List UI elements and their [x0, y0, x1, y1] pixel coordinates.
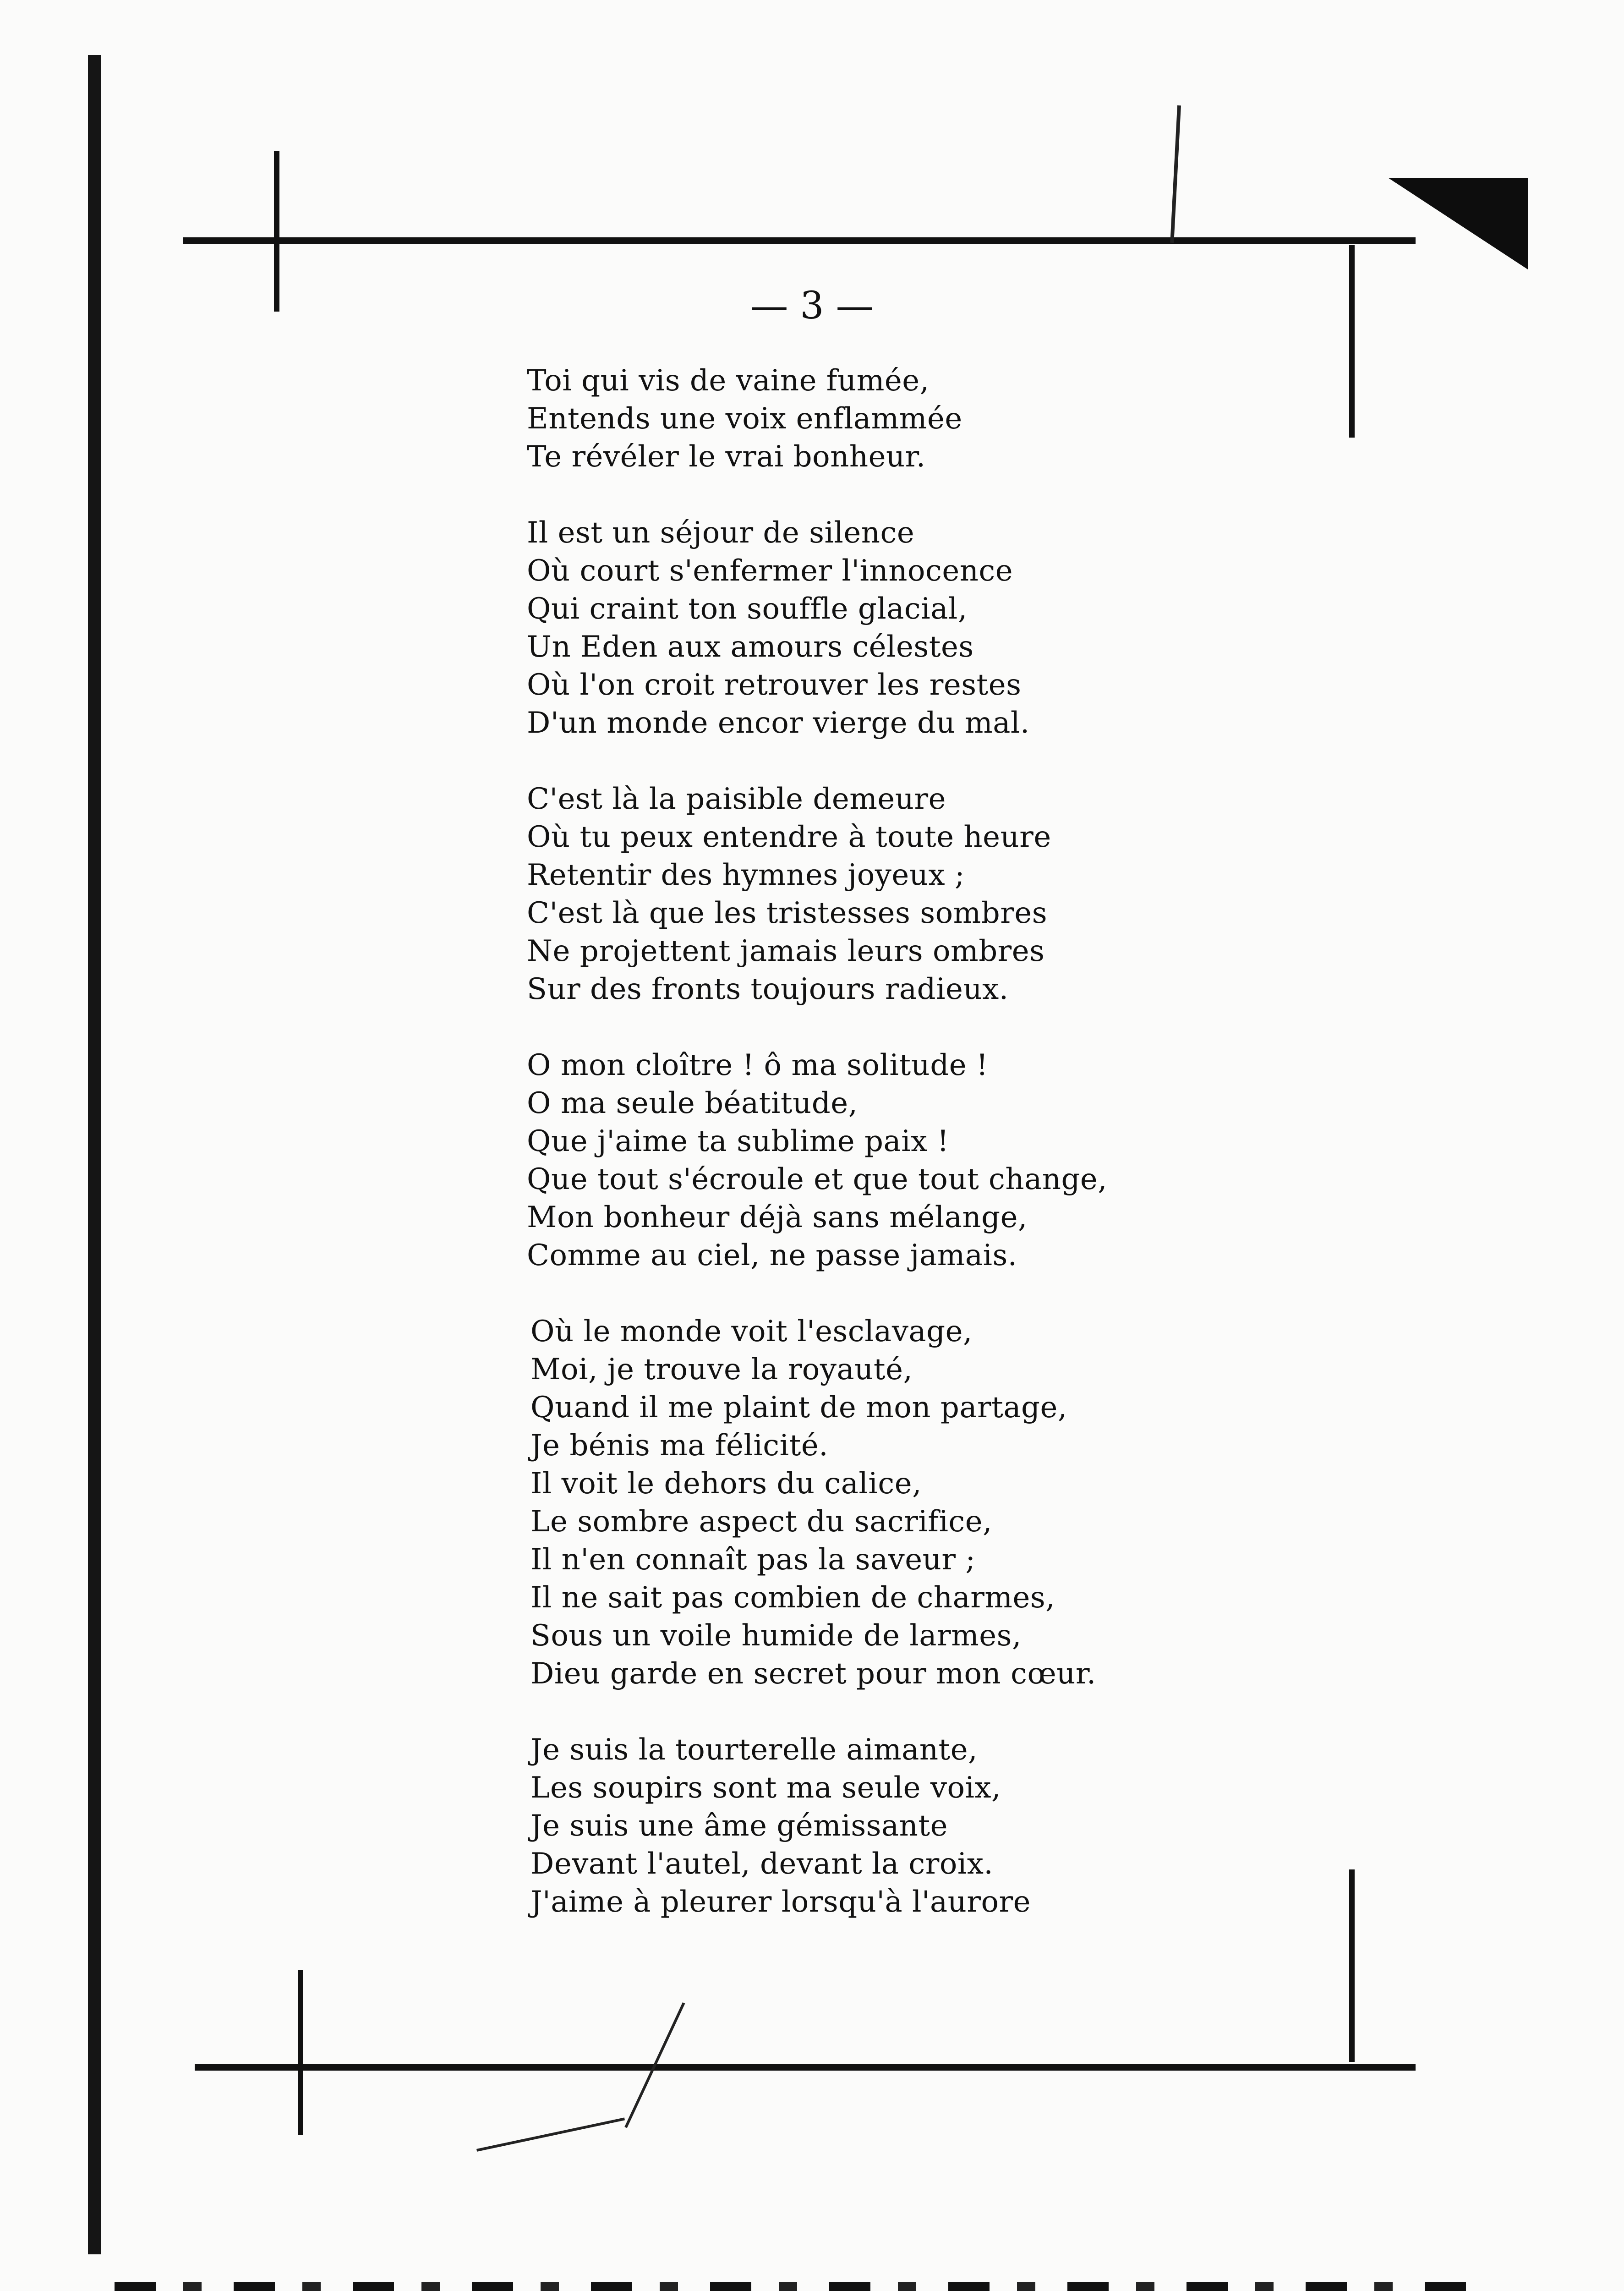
verse-line: Que tout s'écroule et que tout change, [527, 1162, 1108, 1196]
verse-line: Où tu peux entendre à toute heure [527, 820, 1051, 854]
poem-text [527, 362, 1397, 1921]
verse-line: Il ne sait pas combien de charmes, [530, 1581, 1055, 1615]
verse-line: Je suis une âme gémissante [530, 1809, 948, 1843]
folded-corner [1388, 178, 1528, 269]
verse-line: Un Eden aux amours célestes [527, 630, 974, 664]
verse-line: Je suis la tourterelle aimante, [530, 1733, 978, 1767]
verse-line: Qui craint ton souffle glacial, [527, 592, 968, 626]
verse-line: Où l'on croit retrouver les restes [527, 668, 1022, 702]
stanza [527, 780, 1397, 1008]
ink-scratch [1170, 105, 1181, 243]
bottom-left-border-tick [298, 1970, 303, 2135]
verse-line: Comme au ciel, ne passe jamais. [527, 1239, 1017, 1272]
ink-scratch [476, 2117, 625, 2151]
verse-line: D'un monde encor vierge du mal. [527, 706, 1030, 740]
verse-line: Le sombre aspect du sacrifice, [530, 1505, 992, 1539]
verse-line: Où court s'enfermer l'innocence [527, 554, 1013, 588]
verse-line: Ne projettent jamais leurs ombres [527, 934, 1045, 968]
bottom-border-rule [195, 2064, 1416, 2071]
verse-line: Toi qui vis de vaine fumée, [527, 364, 930, 398]
stanza [527, 362, 1397, 476]
page-edge-shadow [88, 55, 101, 2254]
verse-line: C'est là la paisible demeure [527, 782, 946, 816]
verse-line: Dieu garde en secret pour mon cœur. [530, 1657, 1096, 1691]
verse-line: O mon cloître ! ô ma solitude ! [527, 1048, 989, 1082]
verse-line: Il n'en connaît pas la saveur ; [530, 1543, 976, 1577]
verse-line: Sous un voile humide de larmes, [530, 1619, 1022, 1653]
stanza [527, 514, 1397, 742]
verse-line: J'aime à pleurer lorsqu'à l'aurore [530, 1885, 1031, 1919]
verse-line: Te révéler le vrai bonheur. [527, 440, 926, 474]
verse-line: Je bénis ma félicité. [530, 1429, 829, 1463]
scan-bottom-artifact [115, 2282, 1466, 2291]
page-number: — 3 — [750, 284, 874, 328]
verse-line: Il est un séjour de silence [527, 516, 915, 550]
verse-line: C'est là que les tristesses sombres [527, 896, 1048, 930]
top-border-rule [183, 237, 1416, 244]
stanza [527, 1047, 1397, 1275]
verse-line: Où le monde voit l'esclavage, [530, 1315, 973, 1348]
verse-line: O ma seule béatitude, [527, 1086, 858, 1120]
verse-line: Quand il me plaint de mon partage, [530, 1391, 1067, 1425]
verse-line: Moi, je trouve la royauté, [530, 1353, 913, 1387]
verse-line: Il voit le dehors du calice, [530, 1467, 922, 1501]
verse-line: Retentir des hymnes joyeux ; [527, 858, 965, 892]
verse-line: Mon bonheur déjà sans mélange, [527, 1200, 1028, 1234]
verse-line: Entends une voix enflammée [527, 402, 962, 436]
verse-line: Sur des fronts toujours radieux. [527, 972, 1009, 1006]
stanza [527, 1313, 1397, 1693]
verse-line: Les soupirs sont ma seule voix, [530, 1771, 1001, 1805]
stanza [527, 1731, 1397, 1921]
verse-line: Que j'aime ta sublime paix ! [527, 1124, 949, 1158]
verse-line: Devant l'autel, devant la croix. [530, 1847, 994, 1881]
